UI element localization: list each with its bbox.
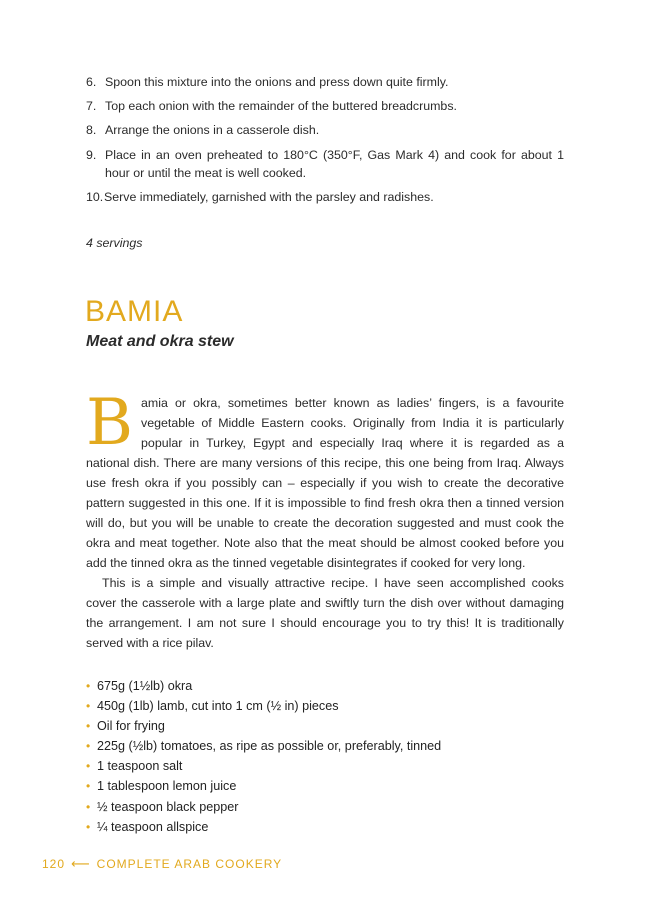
- step-text: Arrange the onions in a casserole dish.: [105, 123, 320, 138]
- step-text: Place in an oven preheated to 180°C (350°F, Gas Mark 4) and cook for about 1 hour or until the meat is well cooked.: [105, 147, 564, 180]
- recipe-subtitle: Meat and okra stew: [86, 333, 234, 350]
- ingredient-item: [86, 756, 441, 776]
- step-number: 9.: [86, 147, 97, 162]
- method-step: [86, 146, 564, 182]
- ingredient-item: [86, 676, 441, 696]
- method-step: [86, 97, 564, 115]
- intro-text: amia or okra, sometimes better known as ladies’ fingers, is a favourite vegetable of Middle Eastern cooks. Originally from India it is particularly popular in Turkey, Egypt and especially Iraq where it is regarded as a national dish. There are many versions of this recipe, this one being from Iraq. Always use fresh okra if you possibly can – especially if you wish to create the decorative pattern suggested in this one. If it is impossible to find fresh okra then a tinned version will do, but you will be unable to create the decoration suggested and must cook the okra and meat together. Note also that the meat should be almost cooked before you add the tinned okra as the tinned vegetable disintegrates if cooked for very long.: [86, 396, 564, 570]
- step-text: Top each onion with the remainder of the buttered breadcrumbs.: [105, 99, 457, 114]
- ingredient-text: Oil for frying: [97, 719, 165, 734]
- method-step: [86, 73, 564, 91]
- ingredient-item: [86, 817, 441, 837]
- method-step: [86, 188, 564, 206]
- step-text: Serve immediately, garnished with the parsley and radishes.: [104, 189, 434, 204]
- bullet-icon: •: [86, 679, 91, 693]
- intro-paragraph: [86, 386, 564, 573]
- left-arrow-icon: ⟵: [71, 856, 91, 871]
- bullet-icon: •: [86, 759, 91, 774]
- ingredient-item: [86, 797, 441, 817]
- recipe-title: BAMIA: [85, 295, 184, 328]
- bullet-icon: •: [86, 719, 91, 734]
- ingredient-text: 450g (1lb) lamb, cut into 1 cm (½ in) pieces: [97, 699, 339, 714]
- step-number: 8.: [86, 123, 97, 138]
- ingredient-text: 675g (1½lb) okra: [97, 679, 193, 693]
- ingredient-text: 1 tablespoon lemon juice: [97, 779, 237, 794]
- servings-note: 4 servings: [86, 236, 143, 250]
- ingredient-list: [86, 676, 441, 837]
- drop-cap: B: [86, 386, 134, 460]
- bullet-icon: •: [86, 699, 91, 714]
- step-text: Spoon this mixture into the onions and press down quite firmly.: [105, 75, 449, 89]
- step-number: 6.: [86, 75, 97, 89]
- page-number: 120: [42, 857, 66, 871]
- bullet-icon: •: [86, 739, 91, 754]
- ingredient-item: [86, 736, 441, 756]
- method-steps: [86, 73, 564, 212]
- intro-paragraph: This is a simple and visually attractive recipe. I have seen accomplished cooks cover the casserole with a large plate and swiftly turn the dish over without damaging the arrangement. I am not sure I should encourage you to try this! It is traditionally served with a rice pilav.: [86, 576, 564, 650]
- ingredient-item: [86, 776, 441, 796]
- ingredient-item: [86, 716, 441, 736]
- page-footer: [42, 856, 282, 872]
- ingredient-item: [86, 696, 441, 716]
- recipe-intro: [86, 386, 564, 653]
- method-step: [86, 121, 564, 139]
- ingredient-text: 1 teaspoon salt: [97, 759, 183, 774]
- ingredient-text: ½ teaspoon black pepper: [97, 799, 239, 814]
- bullet-icon: •: [86, 819, 91, 834]
- bullet-icon: •: [86, 799, 91, 814]
- step-number: 7.: [86, 99, 97, 114]
- bullet-icon: •: [86, 779, 91, 794]
- step-number: 10.: [86, 189, 104, 204]
- ingredient-text: 225g (½lb) tomatoes, as ripe as possible or, preferably, tinned: [97, 739, 442, 754]
- ingredient-text: ¼ teaspoon allspice: [97, 819, 209, 834]
- book-title: COMPLETE ARAB COOKERY: [96, 857, 283, 871]
